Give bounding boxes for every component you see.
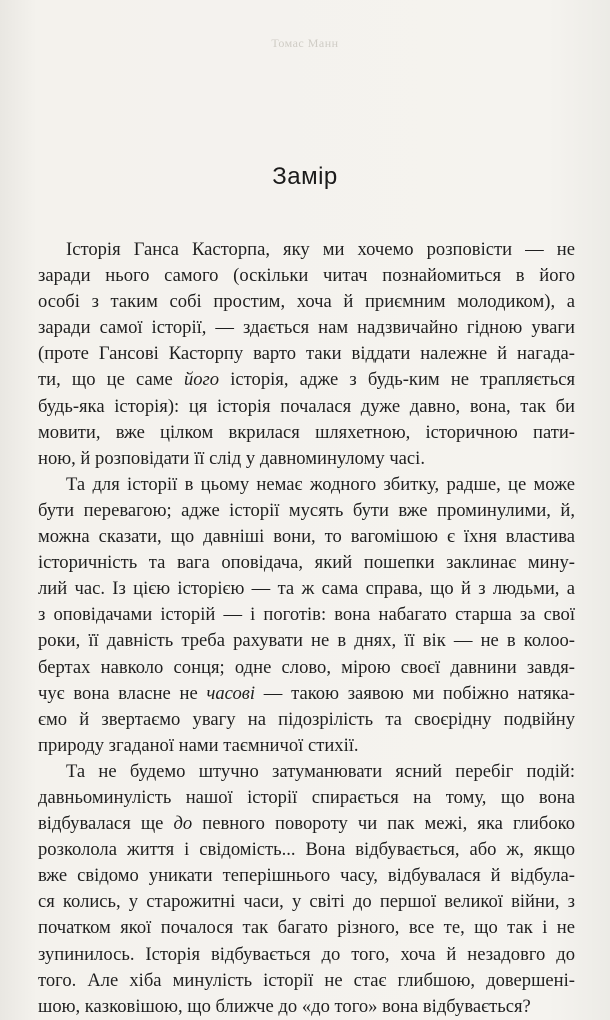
running-header: Томас Манн xyxy=(271,36,339,50)
text-line: мовити, вже цілком вкрилася шляхетною, історичною пати- xyxy=(38,421,575,443)
text-line: того. Але хіба минулість історії не стає глибшою, довершені- xyxy=(38,969,575,991)
text-line: будь-яка історія): ця історія почалася дуже давно, вона, так би xyxy=(38,395,575,417)
text-line: з оповідачами історій — і поготів: вона набагато старша за свої xyxy=(38,604,575,626)
paragraph xyxy=(38,472,575,759)
chapter-title: Замір xyxy=(272,163,338,190)
text-line: ти, що це саме його історія, адже з будь-ким не трапляється xyxy=(38,369,576,391)
text-line: зупинилось. Історія відбувається до того, хоча й незадовго до xyxy=(38,943,575,965)
text-line: історичність та вага оповідача, який пошепки заклинає мину- xyxy=(38,552,575,574)
text-line: роки, її давність треба рахувати не в днях, її вік — не в колоо- xyxy=(38,630,575,652)
text-line: початком якої почалося так багато різного, все те, що так і не xyxy=(38,917,575,939)
text-line: ся колись, у старожитні часи, у світі до першої великої війни, з xyxy=(38,891,575,913)
text-line: відбувалася ще до певного повороту чи пак межі, яка глибоко xyxy=(38,813,575,835)
text-line: ємо й звертаємо увагу на підозрілість та своєрідну подвійну xyxy=(38,708,575,730)
text-line: шою, казковішою, що ближче до «до того» вона відбувається? xyxy=(38,995,531,1017)
paragraph xyxy=(38,237,575,472)
text-line: лий час. Із цією історією — та ж сама справа, що й з людьми, а xyxy=(38,578,575,600)
text-line: Та не будемо штучно затуманювати ясний перебіг подій: xyxy=(66,760,575,782)
paragraph xyxy=(38,759,575,1020)
text-line: бертах навколо сонця; одне слово, мірою своєї давнини завдя- xyxy=(38,656,575,678)
text-line: вже свідомо уникати теперішнього часу, відбувалася й відбула- xyxy=(38,865,575,887)
text-line: Історія Ганса Касторпа, яку ми хочемо розповісти — не xyxy=(66,239,575,260)
text-line: розколола життя і свідомість... Вона відбувається, або ж, якщо xyxy=(38,839,575,861)
text-line: давньоминулість нашої історії спирається на тому, що вона xyxy=(38,786,575,808)
body-text xyxy=(38,237,575,1020)
text-line: чує вона власне не часові — такою заявою ми побіжно натяка- xyxy=(38,682,575,704)
text-line: природу згаданої нами таємничої стихії. xyxy=(38,734,359,756)
text-line: заради нього самого (оскільки читач познайомиться в його xyxy=(38,265,575,287)
text-line: бути перевагою; адже історії мусять бути вже проминулими, й, xyxy=(38,499,575,521)
text-line: заради самої історії, — здається нам надзвичайно гідною уваги xyxy=(38,317,575,339)
text-line: ною, й розповідати її слід у давноминулому часі. xyxy=(38,447,425,469)
text-line: (проте Гансові Касторпу варто таки віддати належне й нагада- xyxy=(38,343,575,365)
text-line: можна сказати, що давніші вони, то вагомішою є їхня властива xyxy=(38,526,575,548)
text-line: Та для історії в цьому немає жодного збитку, радше, це може xyxy=(66,473,575,495)
text-line: особі з таким собі простим, хоча й приємним молодиком), а xyxy=(38,291,575,313)
